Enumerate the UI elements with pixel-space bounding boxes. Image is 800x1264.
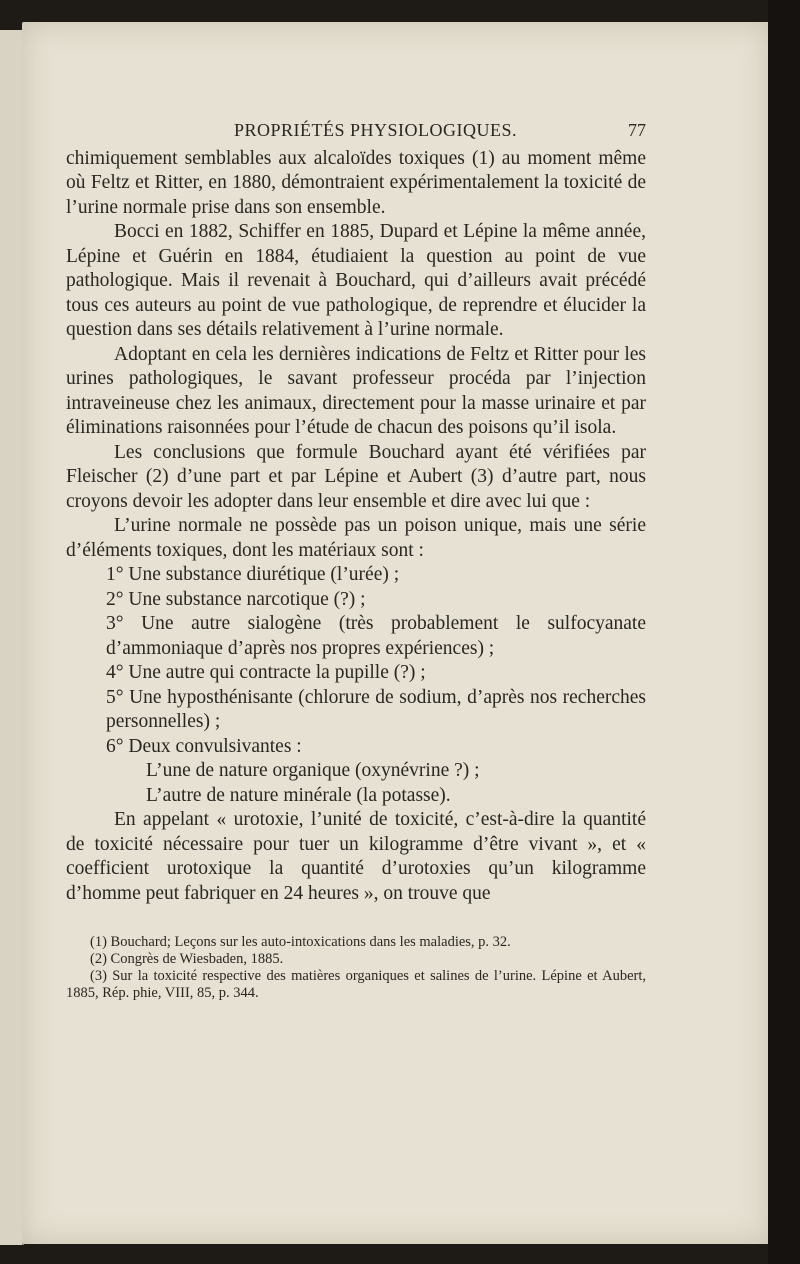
paragraph-bocci: Bocci en 1882, Schiffer en 1885, Dupard et Lépine la même année, Lépine et Guérin en 1884, étudiaient la question au point de vue pathologique. Mais il revenait à Bouchard, qui d’ailleurs avait précédé tous ces auteurs au point de vue pathologique, de reprendre et élucider la question dans ses détails relativement à l’urine normale. [66,221,646,340]
list-item: 5° Une hyposthénisante (chlorure de sodium, d’après nos recherches personnelles) ; [106,686,646,732]
list-item: 2° Une substance narcotique (?) ; [106,588,366,610]
footnote: (2) Congrès de Wiesbaden, 1885. [90,951,284,967]
scan-background [768,0,800,1264]
paragraph-urotoxie: En appelant « urotoxie, l’unité de toxicité, c’est-à-dire la quantité de toxicité nécessaire pour tuer un kilogramme d’être vivant », et « coefficient urotoxique la quantité d’urotoxies qu’un kilogramme d’homme peut fabriquer en 24 heures », on trouve que [66,809,646,904]
list-item: 1° Une substance diurétique (l’urée) ; [106,564,400,585]
list-item: 6° Deux convulsivantes : [106,735,302,757]
sub-item: L’une de nature organique (oxynévrine ?) ; [146,760,480,781]
paragraph-urine-normale: L’urine normale ne possède pas un poison unique, mais une série d’éléments toxiques, dont les matériaux sont : [66,515,646,561]
running-title: PROPRIÉTÉS PHYSIOLOGIQUES. [234,120,518,140]
sub-item: L’autre de nature minérale (la potasse). [146,784,451,806]
running-header [66,118,646,143]
paragraph-adoptant: Adoptant en cela les dernières indications de Feltz et Ritter pour les urines pathologiques, le savant professeur procéda par l’injection intraveineuse chez les animaux, directement pour la masse urinaire et par éliminations raisonnées pour l’étude de chacun des poisons qu’il isola. [66,343,646,438]
footnote: (1) Bouchard; Leçons sur les auto-intoxications dans les maladies, p. 32. [90,934,511,950]
paragraph-conclusions: Les conclusions que formule Bouchard ayant été vérifiées par Fleischer (2) d’une part et par Lépine et Aubert (3) d’autre part, nous croyons devoir les adopter dans leur ensemble et dire avec lui que : [66,441,646,512]
facing-page-edge [0,30,24,1245]
list-item: 3° Une autre sialogène (très probablement le sulfocyanate d’ammoniaque d’après nos propres expériences) ; [106,613,646,659]
page-number: 77 [628,120,646,140]
paragraph-continuation: chimiquement semblables aux alcaloïdes toxiques (1) au moment même où Feltz et Ritter, en 1880, démontraient expérimentalement la toxicité de l’urine normale prise dans son ensemble. [66,147,646,218]
list-item: 4° Une autre qui contracte la pupille (?) ; [106,662,426,683]
page-content [66,118,646,1002]
footnote: (3) Sur la toxicité respective des matières organiques et salines de l’urine. Lépine et Aubert, 1885, Rép. phie, VIII, 85, p. 344. [66,968,646,1001]
footnotes [66,934,646,1002]
